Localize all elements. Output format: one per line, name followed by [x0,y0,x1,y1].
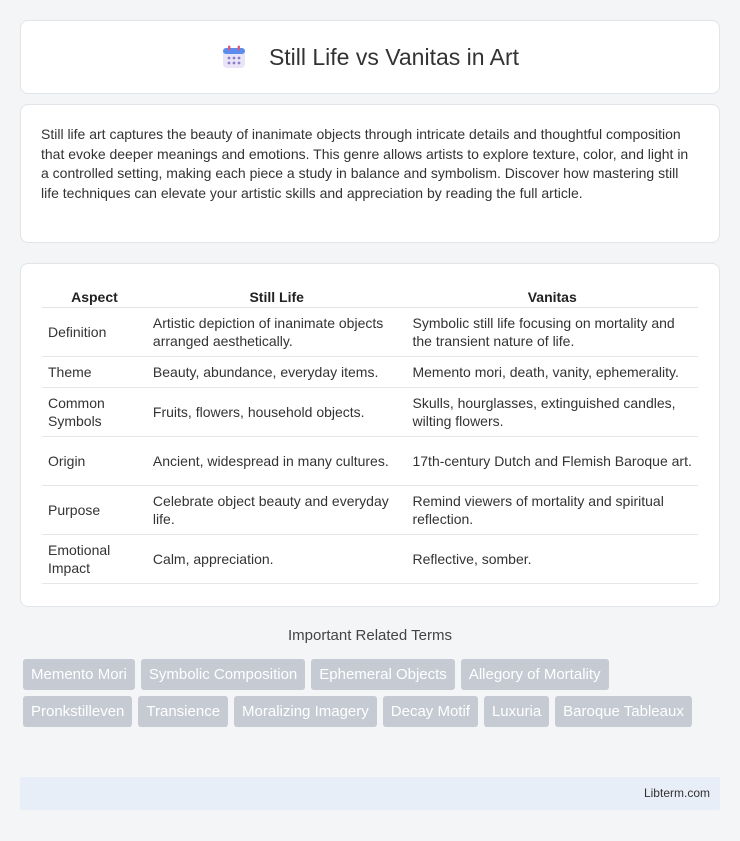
table-row [42,535,698,584]
cell-still-life: Fruits, flowers, household objects. [147,388,407,437]
cell-still-life: Ancient, widespread in many cultures. [147,437,407,486]
related-term-tag[interactable]: Ephemeral Objects [311,659,455,690]
related-term-tag[interactable]: Baroque Tableaux [555,696,692,727]
table-header-row [42,286,698,308]
cell-aspect: Definition [42,308,147,357]
cell-vanitas: 17th-century Dutch and Flemish Baroque art. [406,437,698,486]
table-row [42,437,698,486]
related-term-tag[interactable]: Symbolic Composition [141,659,305,690]
cell-vanitas: Symbolic still life focusing on mortality and the transient nature of life. [406,308,698,357]
intro-card [20,104,720,243]
cell-still-life: Artistic depiction of inanimate objects arranged aesthetically. [147,308,407,357]
related-terms-list [23,659,703,733]
intro-text: Still life art captures the beauty of inanimate objects through intricate details and thoughtful composition that evoke deeper meanings and emotions. This genre allows artists to explore texture, color, and light in a controlled setting, making each piece a study in balance and symbolism. Discover how mastering still life techniques can elevate your artistic skills and appreciation by reading the full article. [41,126,689,201]
table-row [42,357,698,388]
header-aspect: Aspect [42,286,147,308]
cell-still-life: Calm, appreciation. [147,535,407,584]
cell-aspect: Emotional Impact [42,535,147,584]
related-terms-title: Important Related Terms [288,627,452,644]
header-vanitas: Vanitas [406,286,698,308]
cell-aspect: Origin [42,437,147,486]
comparison-table-card [20,263,720,607]
comparison-table [42,286,698,584]
cell-still-life: Beauty, abundance, everyday items. [147,357,407,388]
footer-site-link[interactable]: Libterm.com [20,777,720,810]
related-term-tag[interactable]: Luxuria [484,696,549,727]
header-still-life: Still Life [147,286,407,308]
related-term-tag[interactable]: Allegory of Mortality [461,659,609,690]
related-term-tag[interactable]: Transience [138,696,228,727]
table-row [42,486,698,535]
cell-vanitas: Remind viewers of mortality and spiritual reflection. [406,486,698,535]
cell-still-life: Celebrate object beauty and everyday life. [147,486,407,535]
calendar-icon [221,44,247,70]
table-row [42,308,698,357]
page-title: Still Life vs Vanitas in Art [268,43,520,70]
cell-vanitas: Memento mori, death, vanity, ephemerality. [406,357,698,388]
cell-vanitas: Skulls, hourglasses, extinguished candles, wilting flowers. [406,388,698,437]
table-row [42,388,698,437]
cell-vanitas: Reflective, somber. [406,535,698,584]
related-term-tag[interactable]: Decay Motif [383,696,478,727]
cell-aspect: Common Symbols [42,388,147,437]
cell-aspect: Theme [42,357,147,388]
related-term-tag[interactable]: Memento Mori [23,659,135,690]
header-card [20,20,720,94]
related-term-tag[interactable]: Pronkstilleven [23,696,132,727]
related-term-tag[interactable]: Moralizing Imagery [234,696,377,727]
cell-aspect: Purpose [42,486,147,535]
